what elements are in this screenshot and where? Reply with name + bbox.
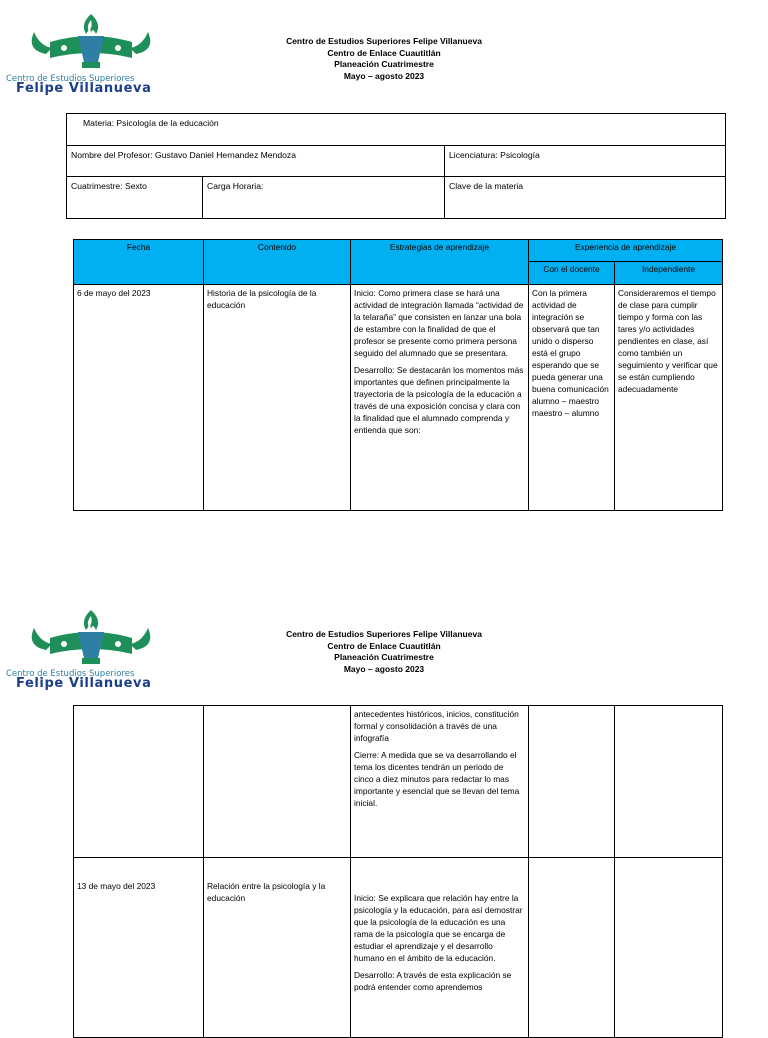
row2-independiente bbox=[615, 858, 723, 1038]
row1-cont-estrategias bbox=[351, 706, 529, 858]
plan-title: Planeación Cuatrimestre bbox=[334, 652, 434, 662]
row2-fecha: 13 de mayo del 2023 bbox=[74, 858, 204, 1038]
row1-cont-cierre: Cierre: A medida que se va desarrollando el tema los dicentes tendrán un periodo de cinco a diez minutos para redactar lo mas importante y esencial que se llevan del tema inicial. bbox=[354, 750, 520, 808]
row1-cont-contenido bbox=[204, 706, 351, 858]
institution-center: Centro de Enlace Cuautitlán bbox=[327, 640, 441, 651]
cuatrimestre-cell: Cuatrimestre: Sexto bbox=[67, 177, 203, 219]
row2-con-docente bbox=[529, 858, 615, 1038]
planning-table-page2 bbox=[73, 705, 723, 1038]
row2-desarrollo: Desarrollo: A través de esta explicación se podrá entender como aprendemos bbox=[354, 970, 512, 992]
header-experiencia: Experiencia de aprendizaje bbox=[529, 240, 723, 262]
planning-table-page1 bbox=[73, 239, 723, 511]
row1-fecha: 6 de mayo del 2023 bbox=[74, 285, 204, 511]
profesor-cell: Nombre del Profesor: Gustavo Daniel Hernandez Mendoza bbox=[67, 146, 445, 177]
torch-emblem-icon bbox=[6, 608, 176, 670]
row1-cont-independiente bbox=[615, 706, 723, 858]
row1-con-docente: Con la primera actividad de integración se observará que tan unido o disperso está el grupo esperando que se pueda generar una buena comunicación alumno – maestro maestro – alumno bbox=[529, 285, 615, 511]
header-independiente: Independiente bbox=[615, 262, 723, 285]
header-con-docente: Con el docente bbox=[529, 262, 615, 285]
row1-cont-antecedentes: antecedentes históricos, inicios, constitución formal y consolidación a través de una infografía bbox=[354, 709, 519, 743]
row1-inicio: Inicio: Como primera clase se hará una actividad de integración llamada “actividad de la telaraña” que consisten en lanzar una bola de estambre con la finalidad de que el profesor se presente como primera persona seguido del alumnado que se presentara. bbox=[354, 288, 524, 358]
row1-estrategias bbox=[351, 285, 529, 511]
row1-cont-con-docente bbox=[529, 706, 615, 858]
logo bbox=[6, 12, 176, 94]
logo-page2 bbox=[6, 608, 176, 690]
header-estrategias: Estrategias de aprendizaje bbox=[351, 240, 529, 285]
logo-line2: Felipe Villanueva bbox=[16, 81, 152, 96]
materia-cell: Materia: Psicología de la educación bbox=[67, 114, 726, 146]
row1-independiente: Consideraremos el tiempo de clase para cumplir tiempo y forma con las tares y/o actividades pendientes en clase, así como también un seguimiento y verificar que se están cumpliendo adecuadamente bbox=[615, 285, 723, 511]
plan-title: Planeación Cuatrimestre bbox=[334, 59, 434, 69]
logo-line1: Centro de Estudios Superiores bbox=[6, 74, 135, 84]
page1-header bbox=[260, 36, 508, 82]
row1-desarrollo: Desarrollo: Se destacarán los momentos más importantes que definen principalmente la trayectoria de la psicología de la educación a través de una exposición concisa y clara con la finalidad que el alumnado comprenda y entienda que son: bbox=[354, 365, 524, 435]
row1-contenido: Historia de la psicología de la educación bbox=[204, 285, 351, 511]
plan-period: Mayo – agosto 2023 bbox=[343, 663, 425, 674]
course-info-table bbox=[66, 113, 726, 219]
row1-cont-fecha bbox=[74, 706, 204, 858]
clave-cell: Clave de la materia bbox=[445, 177, 726, 219]
carga-horaria-cell: Carga Horaria: bbox=[203, 177, 445, 219]
institution-center: Centro de Enlace Cuautitlán bbox=[327, 47, 441, 58]
header-fecha: Fecha bbox=[74, 240, 204, 285]
row2-contenido: Relación entre la psicología y la educación bbox=[204, 858, 351, 1038]
licenciatura-cell: Licenciatura: Psicología bbox=[445, 146, 726, 177]
row2-inicio: Inicio: Se explicara que relación hay entre la psicología y la educación, para así demostrar que la psicología de la educación es una rama de la psicología que se encarga de estudiar el aprendizaje y el desarrollo humano en el ámbito de la educación. bbox=[354, 893, 523, 963]
logo-line2: Felipe Villanueva bbox=[16, 676, 152, 691]
page2-header bbox=[260, 629, 508, 675]
torch-emblem-icon bbox=[6, 12, 176, 74]
institution-name: Centro de Estudios Superiores Felipe Villanueva bbox=[286, 36, 482, 46]
row2-estrategias bbox=[351, 858, 529, 1038]
plan-period: Mayo – agosto 2023 bbox=[343, 70, 425, 81]
logo-line1: Centro de Estudios Superiores bbox=[6, 669, 135, 679]
institution-name: Centro de Estudios Superiores Felipe Villanueva bbox=[286, 629, 482, 639]
header-contenido: Contenido bbox=[204, 240, 351, 285]
